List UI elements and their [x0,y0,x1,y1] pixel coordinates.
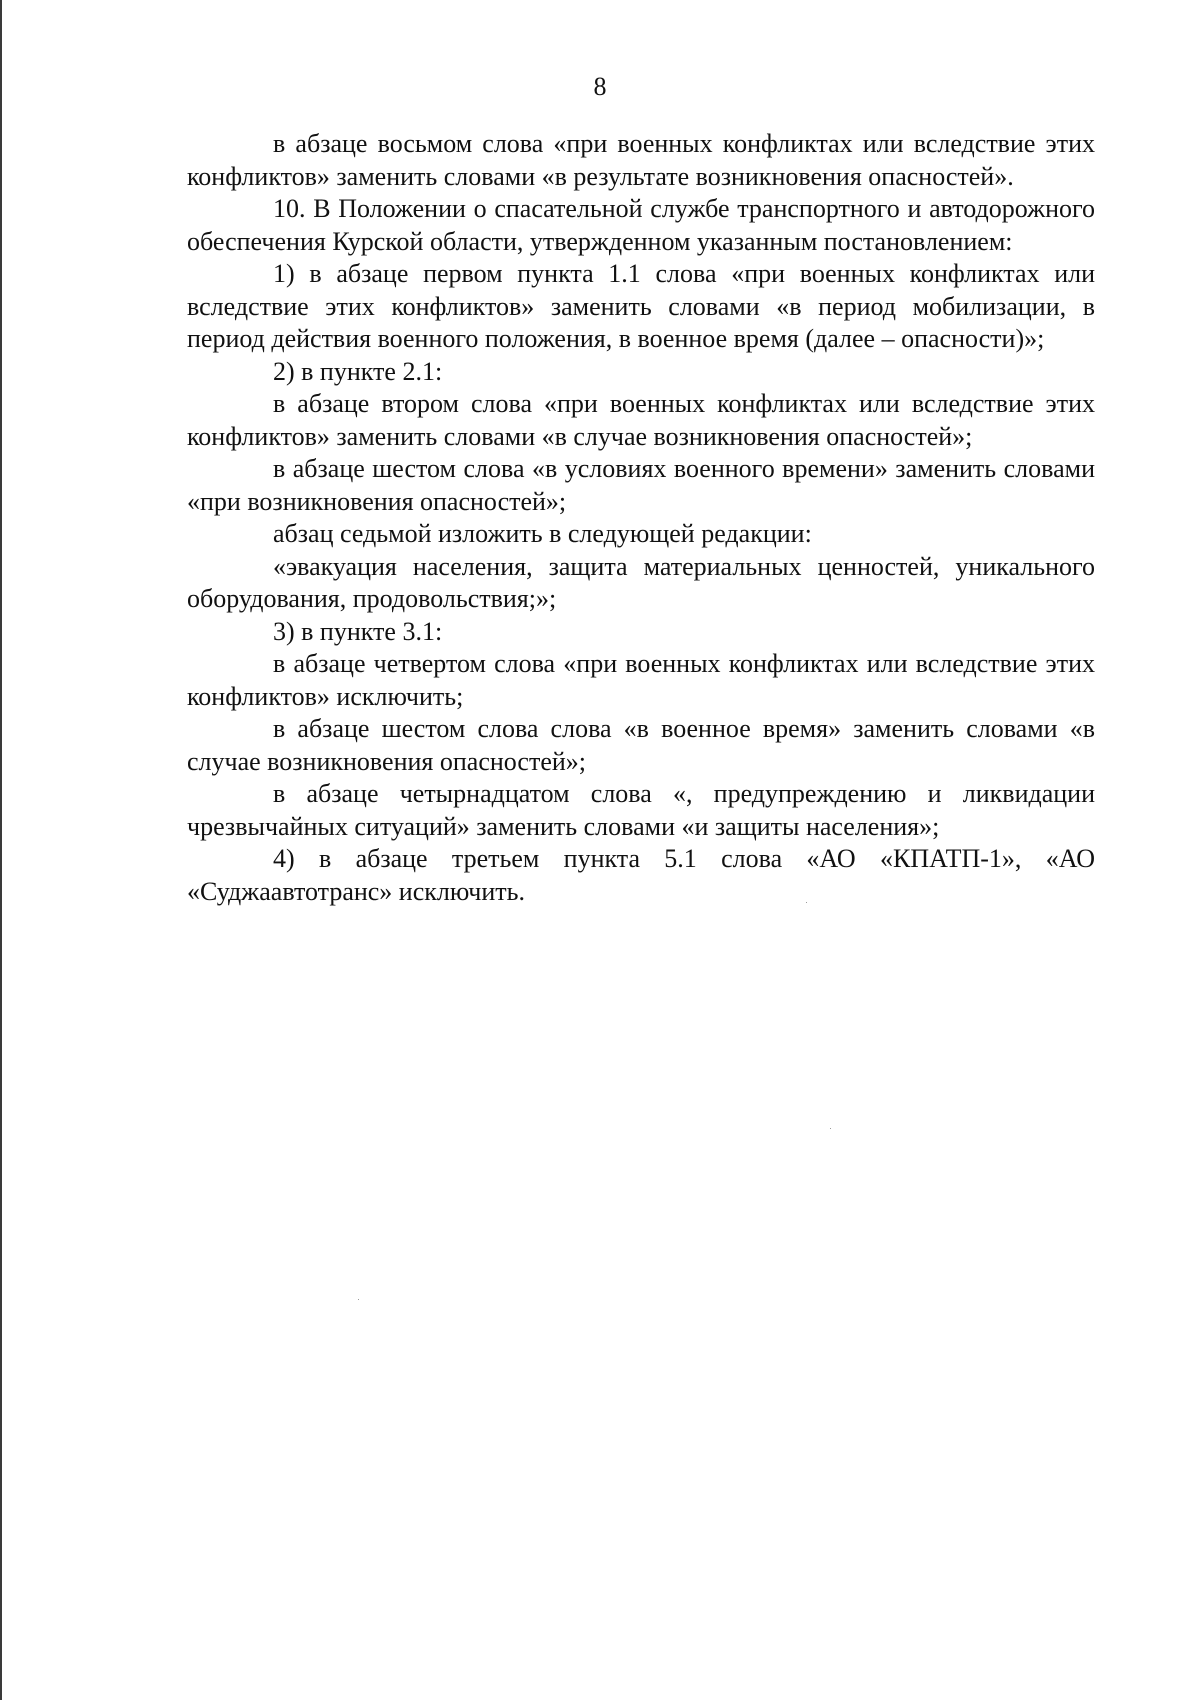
paragraph: 4) в абзаце третьем пункта 5.1 слова «АО «КПАТП-1», «АО «Суджаавтотранс» исключить. [187,844,1095,906]
scan-speck [830,1128,831,1129]
paragraph: в абзаце четырнадцатом слова «, предупреждению и ликвидации чрезвычайных ситуаций» заменить словами «и защиты населения»; [187,779,1095,841]
paragraph: 10. В Положении о спасательной службе транспортного и автодорожного обеспечения Курской области, утвержденном указанным постановлением: [187,194,1095,256]
paragraph: 1) в абзаце первом пункта 1.1 слова «при военных конфликтах или вследствие этих конфликтов» заменить словами «в период мобилизации, в период действия военного положения, в военное время (далее – опасности)»; [187,259,1095,353]
scan-speck [358,1299,359,1300]
paragraph: в абзаце шестом слова слова «в военное время» заменить словами «в случае возникновения опасностей»; [187,714,1095,776]
scan-speck [806,902,807,903]
document-body [187,128,1095,908]
paragraph: 3) в пункте 3.1: [273,616,443,646]
paragraph: в абзаце втором слова «при военных конфликтах или вследствие этих конфликтов» заменить словами «в случае возникновения опасностей»; [187,389,1095,451]
paragraph: в абзаце шестом слова «в условиях военного времени» заменить словами «при возникновения опасностей»; [187,454,1095,516]
paragraph: абзац седьмой изложить в следующей редакции: [273,519,812,548]
paragraph: в абзаце восьмом слова «при военных конфликтах или вследствие этих конфликтов» заменить словами «в результате возникновения опасностей». [187,129,1095,191]
paragraph: 2) в пункте 2.1: [273,356,443,386]
paragraph: «эвакуация населения, защита материальных ценностей, уникального оборудования, продовольствия;»; [187,551,1095,613]
scan-left-edge [0,0,2,1700]
page-number: 8 [593,72,607,101]
paragraph: в абзаце четвертом слова «при военных конфликтах или вследствие этих конфликтов» исключить; [187,649,1095,711]
